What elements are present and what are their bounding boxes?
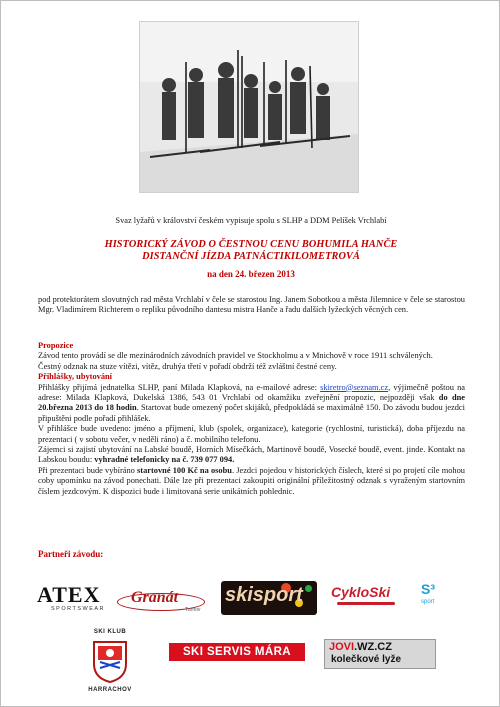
accommodation-phone: vyhradné telefonicky na č. 739 077 094. (94, 455, 235, 465)
accommodation-p3 (38, 445, 465, 466)
race-date: na den 24. březen 2013 (207, 269, 295, 279)
skisport-logo (221, 581, 317, 615)
ski-klub-top-text: SKI KLUB (93, 629, 127, 635)
registration-heading: Přihlášky, ubytování (38, 372, 113, 382)
registration-p1-start: Přihlášky přijímá jednatelka SLHP, paní Milada Klapková, na e-mailové adrese: (38, 382, 317, 392)
email-link[interactable]: skiretro@seznam.cz (320, 382, 389, 392)
registration-p1-end: . Startovat bude omezený počet skijáků, předpokládá se maximálně 150. Do závodu budou jezdci připuštěni podle pořadí přihlášek. (38, 403, 465, 423)
granat-logo-subtext: Turnov (185, 607, 201, 613)
jovi-wz-logo (324, 639, 436, 669)
registration-p1 (38, 383, 465, 425)
intro-text: pod protektorátem slovutných rad města Vrchlabí v čele se starostou Ing. Janem Sobotkou a města Jilemnice v čele se starostou Mgr. Vladimírem Richterem o repliku původního dantesu mistra Hanče a řadu dalších lyžeckých věcných cen. (38, 295, 465, 315)
s3-logo-text: S³ (421, 581, 435, 597)
jovi-domain: .WZ.CZ (354, 641, 392, 653)
rules-section (38, 341, 465, 497)
historic-skiers-photo (139, 21, 359, 193)
propozice-p2: Čestný odznak na stuze vítězi, vítěz, druhýa třetí v pořadí obdrží též zvláštní čestné ceny. (38, 361, 337, 371)
granat-logo (117, 587, 209, 615)
registration-p1-address: , výjimečně poštou na adrese: Milada Klapková, Dukelská 1386, 543 01 Vrchlabí od okamžiku zveřejnění propozic, nejpozději však (38, 382, 466, 403)
race-title (1, 239, 500, 262)
fee-text-end: . Jezdci pojedou v historických číslech, které si po projetí cíle mohou coby upomínku na závod ponechati. Dále lze při prezentaci zakoupiti originální příležitostný odznak s vyraženým startovním číslem jezdcovým. K dispozici bude i limitovaná serie unikátních pohlednic. (38, 465, 465, 496)
race-title-line-2: DISTANČNÍ JÍZDA PATNÁCTIKILOMETROVÁ (142, 250, 360, 262)
jovi-tagline: kolečkové lyže (331, 654, 402, 665)
cykloski-logo (331, 584, 401, 614)
organizer-line: Svaz lyžařů v království českém vypisuje spolu s SLHP a DDM Pelíšek Vrchlabí (115, 216, 387, 225)
atex-logo-text: ATEX (37, 582, 101, 607)
start-fee: startovné 100 Kč na osobu (137, 465, 232, 475)
cykloski-logo-text: CykloSki (331, 584, 391, 600)
race-title-line-1: HISTORICKÝ ZÁVOD O ČESTNOU CENU BOHUMILA HANČE (104, 239, 398, 250)
jovi-url (329, 641, 392, 653)
s3-logo-subtext: sport (421, 599, 435, 605)
s3-sport-logo (421, 581, 461, 613)
registration-deadline: do dne 20.března 2013 do 18 hodin (38, 393, 465, 413)
ski-klub-emblem-icon (90, 638, 130, 684)
fee-text-start: Při prezentaci bude vybíráno (38, 465, 135, 475)
propozice-heading: Propozice (38, 341, 74, 350)
intro-paragraph (38, 295, 465, 316)
registration-p2: V přihlášce bude uvedeno: jméno a příjmení, klub (spolek, organizace), kategorie (rychlostní, turistická), doba příjezdu na prezentaci ( v sobotu večer, v neděli ráno) a č. mobilního telefonu. (38, 424, 465, 444)
fee-p4 (38, 466, 465, 497)
ski-servis-mara-logo (169, 643, 305, 661)
color-dot-icon (305, 585, 312, 592)
atex-logo (37, 584, 107, 618)
atex-logo-subtext: SPORTSWEAR (51, 606, 106, 612)
partners-heading: Partneři závodu: (38, 549, 104, 559)
ski-klub-bottom-text: HARRACHOV (88, 687, 132, 693)
skisport-logo-text: skisport (225, 584, 303, 606)
granat-logo-text: Granát (131, 589, 179, 606)
jovi-brand: JOVI (329, 641, 355, 653)
ski-servis-text: SKI SERVIS MÁRA (182, 646, 292, 658)
accommodation-text: Zájemci si zajistí ubytování na Labské boudě, Horních Mísečkách, Martinově boudě, Vosecké boudě, event. jinde. Kontakt na Labskou boudu: (38, 445, 465, 465)
ski-klub-harrachov-logo (73, 629, 147, 699)
cykloski-underline (337, 602, 395, 605)
propozice-p1: Závod tento provádí se dle mezinárodních závodních pravidel ve Stockholmu a v Mnichově v roce 1911 schválených. (38, 351, 433, 361)
